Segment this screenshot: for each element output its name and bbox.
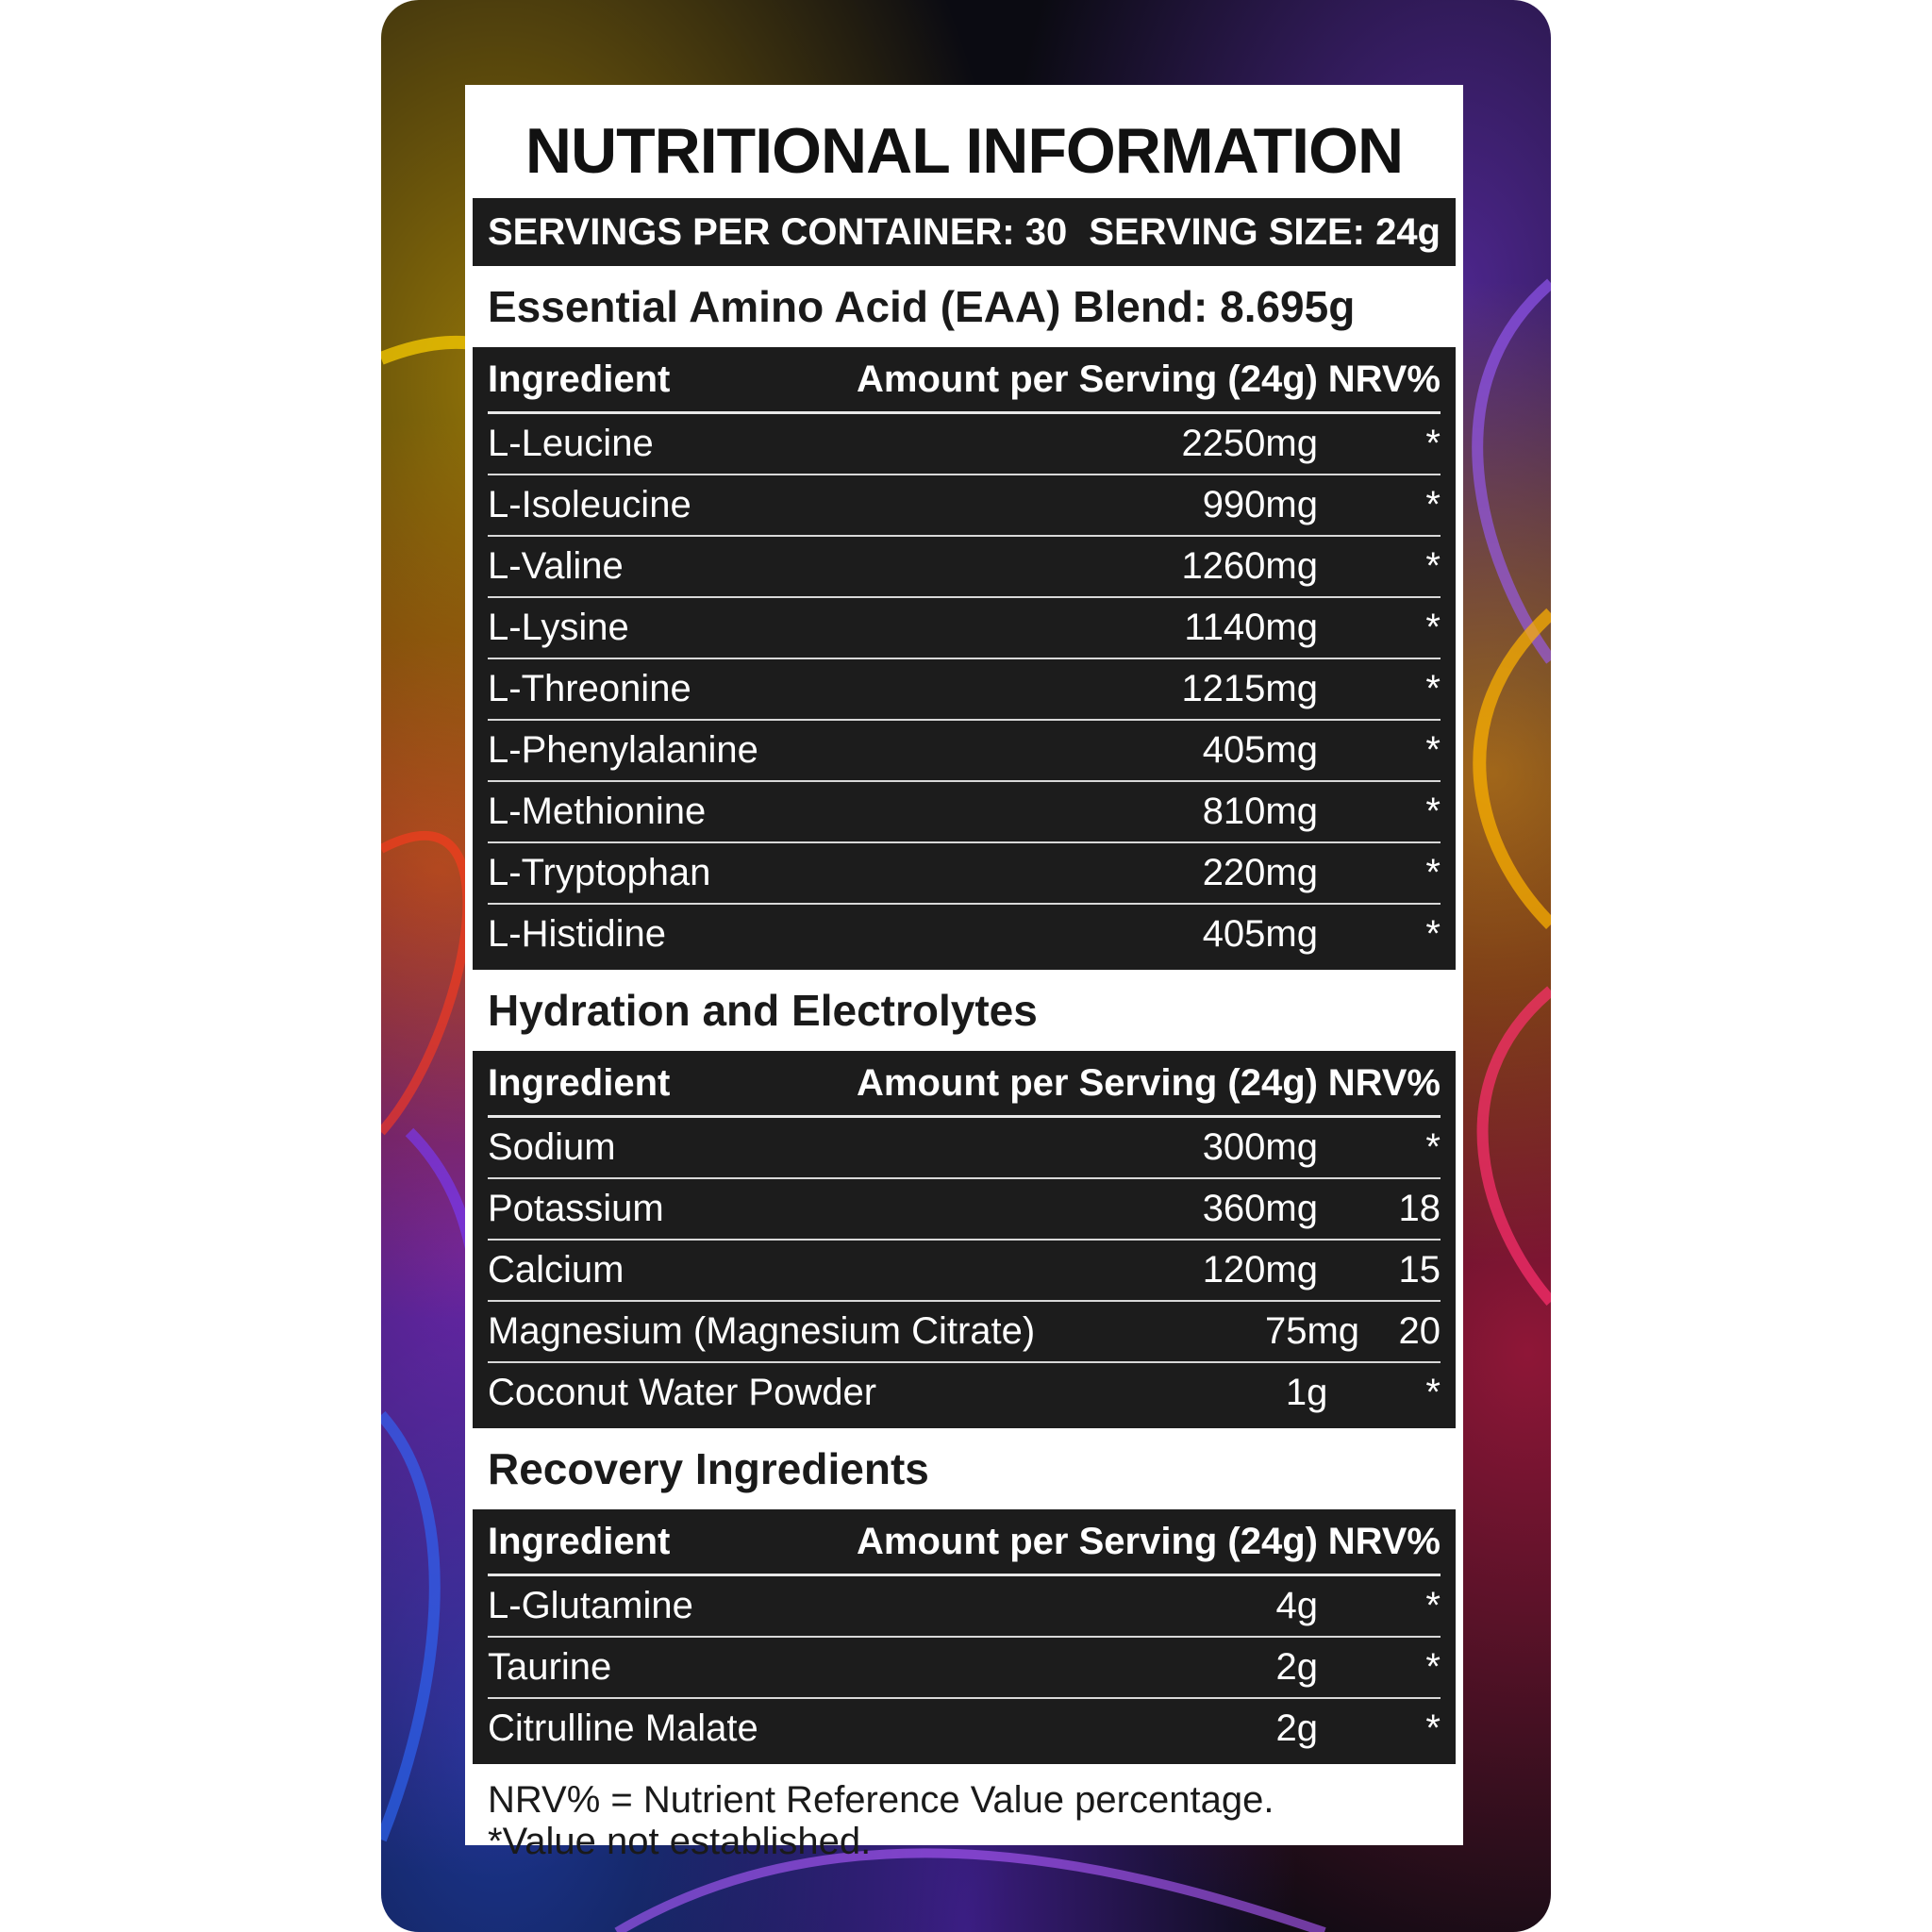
table-row [488, 1363, 1441, 1423]
table-row [488, 475, 1441, 537]
table-row [488, 598, 1441, 659]
table-row [488, 1576, 1441, 1638]
servings-per-container: SERVINGS PER CONTAINER: 30 [488, 210, 1068, 253]
header-ingredient: Ingredient [488, 358, 671, 400]
table-row [488, 1699, 1441, 1758]
ingredient-amount: 405mg [1202, 913, 1318, 955]
ingredient-nrv: * [1425, 484, 1441, 525]
footnote-nrv-definition: NRV% = Nutrient Reference Value percentage. [488, 1779, 1274, 1821]
ingredient-amount: 1260mg [1181, 545, 1318, 587]
footnote [473, 1779, 1456, 1862]
serving-size: SERVING SIZE: 24g [1089, 210, 1441, 253]
ingredient-amount: 990mg [1202, 484, 1318, 525]
table-header-row [488, 1509, 1441, 1576]
ingredient-name: L-Phenylalanine [488, 729, 758, 771]
section-title-recovery: Recovery Ingredients [488, 1444, 929, 1493]
ingredient-amount: 360mg [1202, 1188, 1318, 1229]
ingredient-amount: 1g [1285, 1372, 1328, 1413]
nutrition-panel [465, 85, 1463, 1862]
ingredient-name: L-Isoleucine [488, 484, 691, 525]
ingredient-amount: 2250mg [1181, 423, 1318, 464]
ingredient-nrv: * [1425, 1126, 1441, 1168]
header-nrv: NRV% [1327, 1061, 1441, 1104]
table-row [488, 721, 1441, 782]
table-row [488, 1638, 1441, 1699]
ingredient-nrv: * [1425, 1707, 1441, 1749]
serving-info-bar [473, 198, 1456, 266]
ingredient-name: Potassium [488, 1188, 664, 1229]
ingredient-name: L-Valine [488, 545, 624, 587]
table-header-row [488, 1051, 1441, 1118]
ingredient-nrv: 18 [1398, 1188, 1441, 1229]
table-row [488, 1302, 1441, 1363]
ingredient-nrv: * [1425, 729, 1441, 771]
ingredient-amount: 1215mg [1181, 668, 1318, 709]
table-row [488, 659, 1441, 721]
ingredient-name: Sodium [488, 1126, 616, 1168]
header-ingredient: Ingredient [488, 1520, 671, 1562]
table-row [488, 905, 1441, 964]
recovery-table [473, 1509, 1456, 1764]
ingredient-amount: 2g [1275, 1646, 1318, 1688]
ingredient-nrv: * [1425, 607, 1441, 648]
header-nrv: NRV% [1327, 1520, 1441, 1562]
ingredient-name: Calcium [488, 1249, 625, 1291]
ingredient-amount: 4g [1275, 1585, 1318, 1626]
table-header-row [488, 347, 1441, 414]
ingredient-name: Taurine [488, 1646, 612, 1688]
ingredient-amount: 120mg [1202, 1249, 1318, 1291]
ingredient-amount: 75mg [1264, 1310, 1360, 1352]
ingredient-nrv: 15 [1398, 1249, 1441, 1291]
ingredient-name: L-Threonine [488, 668, 691, 709]
ingredient-amount: 220mg [1202, 852, 1318, 893]
header-amount: Amount per Serving (24g) [857, 1061, 1318, 1104]
header-ingredient: Ingredient [488, 1061, 671, 1104]
ingredient-nrv: 20 [1398, 1310, 1441, 1352]
table-row [488, 1118, 1441, 1179]
ingredient-name: L-Glutamine [488, 1585, 693, 1626]
section-title-eaa: Essential Amino Acid (EAA) Blend: 8.695g [488, 282, 1356, 331]
ingredient-nrv: * [1425, 668, 1441, 709]
ingredient-nrv: * [1425, 545, 1441, 587]
ingredient-name: L-Lysine [488, 607, 629, 648]
header-amount: Amount per Serving (24g) [857, 1520, 1318, 1562]
ingredient-nrv: * [1425, 1646, 1441, 1688]
ingredient-name: Magnesium (Magnesium Citrate) [488, 1310, 1036, 1352]
ingredient-name: Citrulline Malate [488, 1707, 758, 1749]
ingredient-name: L-Methionine [488, 791, 707, 832]
footnote-not-established: *Value not established. [488, 1821, 872, 1862]
hydration-table [473, 1051, 1456, 1428]
ingredient-nrv: * [1425, 1585, 1441, 1626]
ingredient-amount: 1140mg [1184, 607, 1318, 648]
table-row [488, 1241, 1441, 1302]
ingredient-amount: 810mg [1202, 791, 1318, 832]
table-row [488, 782, 1441, 843]
table-row [488, 1179, 1441, 1241]
eaa-table [473, 347, 1456, 970]
page-title: NUTRITIONAL INFORMATION [525, 115, 1404, 187]
ingredient-nrv: * [1425, 791, 1441, 832]
ingredient-name: L-Histidine [488, 913, 666, 955]
ingredient-nrv: * [1425, 1372, 1441, 1413]
ingredient-name: Coconut Water Powder [488, 1372, 877, 1413]
table-row [488, 537, 1441, 598]
table-row [488, 414, 1441, 475]
ingredient-nrv: * [1425, 423, 1441, 464]
header-nrv: NRV% [1327, 358, 1441, 400]
ingredient-amount: 300mg [1202, 1126, 1318, 1168]
table-row [488, 843, 1441, 905]
ingredient-amount: 2g [1275, 1707, 1318, 1749]
ingredient-nrv: * [1425, 913, 1441, 955]
ingredient-name: L-Leucine [488, 423, 654, 464]
ingredient-amount: 405mg [1202, 729, 1318, 771]
section-title-hydration: Hydration and Electrolytes [488, 986, 1038, 1035]
header-amount: Amount per Serving (24g) [857, 358, 1318, 400]
ingredient-nrv: * [1425, 852, 1441, 893]
ingredient-name: L-Tryptophan [488, 852, 711, 893]
